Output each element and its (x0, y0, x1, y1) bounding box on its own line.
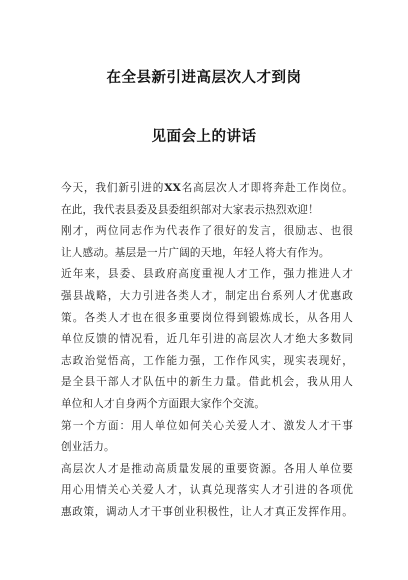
body-line-1-after: 名高层次人才即将奔赴工作岗位。 (180, 182, 353, 194)
body-line-7: 策。各类人才也在很多重要岗位得到锻炼成长，从各用人 (61, 311, 353, 324)
body-line-6: 强县战略，大力引进各类人才，制定出台系列人才优惠政 (61, 289, 353, 302)
body-line-3: 刚才，两位同志作为代表作了很好的发言，很励志、也很 (61, 225, 353, 238)
placeholder-number: XX (164, 182, 181, 194)
body-line-2: 在此，我代表县委及县委组织部对大家表示热烈欢迎！ (61, 203, 319, 216)
document-title-line-2: 见面会上的讲话 (151, 129, 257, 145)
document-title-line-1: 在全县新引进高层次人才到岗 (106, 70, 302, 86)
body-line-12: 第一个方面：用人单位如何关心关爱人才、激发人才干事 (61, 419, 353, 432)
body-line-1-before: 今天，我们新引进的 (61, 182, 165, 194)
body-line-11: 单位和人才自身两个方面跟大家作个交流。 (61, 397, 266, 410)
body-line-1 (61, 178, 353, 200)
body-line-4: 让人感动。基层是一片广阔的天地，年轻人将大有作为。 (61, 246, 330, 259)
body-line-13: 创业活力。 (61, 441, 115, 454)
body-line-16: 惠政策，调动人才干事创业积极性，让人才真正发挥作用。 (61, 505, 353, 518)
speech-body (61, 178, 353, 524)
body-line-15: 用心用情关心关爱人才，认真兑现落实人才引进的各项优 (61, 484, 353, 497)
body-line-9: 志政治觉悟高，工作能力强，工作作风实，现实表现好， (61, 354, 353, 367)
body-line-14: 高层次人才是推动高质量发展的重要资源。各用人单位要 (61, 462, 353, 475)
body-line-10: 是全县干部人才队伍中的新生力量。借此机会，我从用人 (61, 376, 353, 389)
body-line-5: 近年来，县委、县政府高度重视人才工作，强力推进人才 (61, 268, 353, 281)
body-line-8: 单位反馈的情况看，近几年引进的高层次人才绝大多数同 (61, 333, 353, 346)
